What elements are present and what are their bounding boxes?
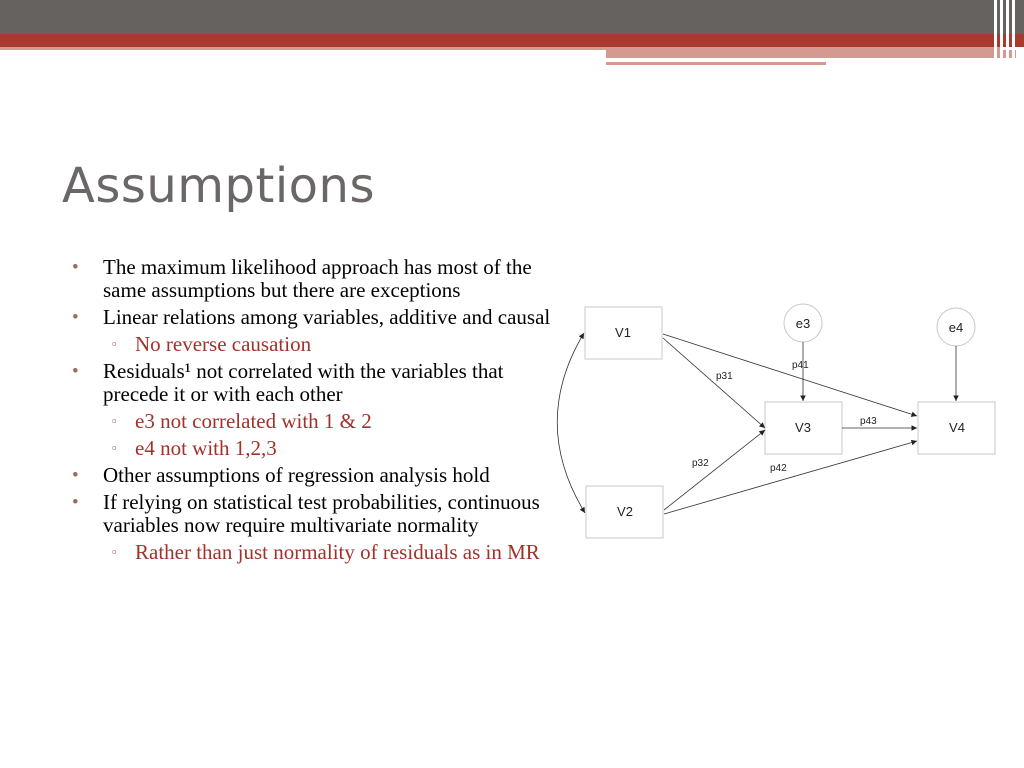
node-v4-label: V4 <box>949 420 965 435</box>
label-p43: p43 <box>860 416 877 427</box>
node-v2-label: V2 <box>617 504 633 519</box>
bullet-icon: • <box>72 361 79 382</box>
bullet-text: The maximum likelihood approach has most of the same assumptions but there are exceptions <box>103 255 532 302</box>
node-e4-label: e4 <box>948 320 964 335</box>
sub-bullet-text: No reverse causation <box>135 332 312 356</box>
node-v3-label: V3 <box>795 420 811 435</box>
bullet-icon: • <box>72 307 79 328</box>
square-bullet-icon: ▫ <box>112 544 117 559</box>
node-e3-label: e3 <box>795 316 811 331</box>
covariance-v1-v2 <box>557 333 585 513</box>
bullet-text: Residuals¹ not correlated with the variables that precede it or with each other <box>103 359 504 406</box>
slide-title: Assumptions <box>62 158 375 214</box>
label-p42: p42 <box>770 463 787 474</box>
bullet-text: If relying on statistical test probabilities, continuous variables now require multivariate normality <box>103 490 540 537</box>
label-p41: p41 <box>792 360 809 371</box>
sub-bullet-text: e3 not correlated with 1 & 2 <box>135 409 372 433</box>
bullet-icon: • <box>72 257 79 278</box>
square-bullet-icon: ▫ <box>112 440 117 455</box>
square-bullet-icon: ▫ <box>112 336 117 351</box>
bullet-icon: • <box>72 492 79 513</box>
path-v1-v3 <box>663 338 765 428</box>
sub-bullet-text: Rather than just normality of residuals as in MR <box>135 540 540 564</box>
label-p32: p32 <box>692 458 709 469</box>
label-p31: p31 <box>716 371 733 382</box>
sub-bullet-text: e4 not with 1,2,3 <box>135 436 277 460</box>
node-v1-label: V1 <box>615 325 631 340</box>
square-bullet-icon: ▫ <box>112 413 117 428</box>
path-v2-v3 <box>664 430 765 510</box>
bullet-text: Linear relations among variables, additive and causal <box>103 305 551 329</box>
bullet-text: Other assumptions of regression analysis hold <box>103 463 490 487</box>
bullet-icon: • <box>72 465 79 486</box>
